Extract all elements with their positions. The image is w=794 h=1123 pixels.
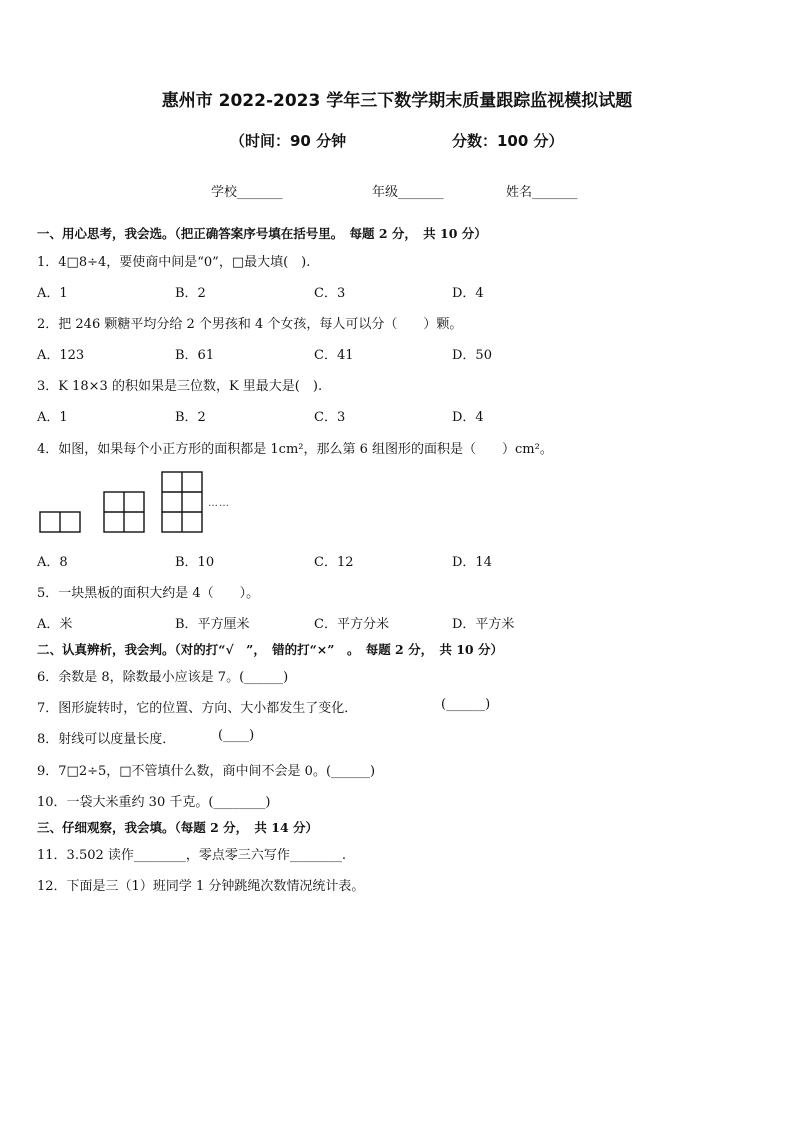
question-10: 10．一袋大米重约 30 千克。(________) (37, 795, 271, 810)
page-title: 惠州市 2022-2023 学年三下数学期末质量跟踪监视模拟试题 (161, 91, 633, 111)
q4-option-a[interactable]: A．8 (37, 555, 68, 570)
name-field[interactable]: 姓名_______ (506, 185, 578, 200)
q5-option-a[interactable]: A．米 (37, 617, 73, 632)
q7-answer-blank[interactable]: (______) (441, 697, 491, 712)
question-5: 5．一块黑板的面积大约是 4（ ）。 (37, 586, 260, 601)
q1-option-a[interactable]: A．1 (37, 286, 68, 301)
q4-option-c[interactable]: C．12 (314, 555, 354, 570)
q2-option-c[interactable]: C．41 (314, 348, 354, 363)
q1-option-d[interactable]: D．4 (452, 286, 484, 301)
q2-option-d[interactable]: D．50 (452, 348, 492, 363)
question-3: 3．K 18×3 的积如果是三位数，K 里最大是( ). (37, 379, 323, 394)
section-1-heading: 一、用心思考，我会选。（把正确答案序号填在括号里。 每题 2 分， 共 10 分） (37, 226, 487, 241)
exam-score: 分数：100 分） (452, 132, 564, 150)
q3-option-c[interactable]: C．3 (314, 410, 346, 425)
q2-option-b[interactable]: B．61 (175, 348, 215, 363)
question-11: 11．3.502 读作________，零点零三六写作________. (37, 848, 347, 863)
question-2: 2．把 246 颗糖平均分给 2 个男孩和 4 个女孩，每人可以分（ ）颗。 (37, 317, 463, 332)
question-12: 12．下面是三（1）班同学 1 分钟跳绳次数情况统计表。 (37, 879, 365, 894)
question-9: 9．7□2÷5，□不管填什么数，商中间不会是 0。(______) (37, 764, 376, 779)
exam-time: （时间：90 分钟 (230, 132, 347, 150)
section-2-heading: 二、认真辨析，我会判。（对的打“√ ”， 错的打“×” 。 每题 2 分， 共 10 分） (37, 642, 503, 657)
q5-option-d[interactable]: D．平方米 (452, 617, 515, 632)
q1-option-c[interactable]: C．3 (314, 286, 346, 301)
question-1: 1．4□8÷4，要使商中间是“0”，□最大填( ). (37, 255, 311, 270)
question-8: 8．射线可以度量长度． (37, 732, 176, 747)
question-7: 7．图形旋转时，它的位置、方向、大小都发生了变化． (37, 701, 358, 716)
continuation-dots: …… (208, 498, 230, 509)
q5-option-c[interactable]: C．平方分米 (314, 617, 389, 632)
q2-option-a[interactable]: A．123 (37, 348, 85, 363)
q3-option-a[interactable]: A．1 (37, 410, 68, 425)
school-field[interactable]: 学校_______ (211, 185, 283, 200)
q1-option-b[interactable]: B．2 (175, 286, 206, 301)
q8-answer-blank[interactable]: (____) (218, 728, 255, 743)
q4-option-d[interactable]: D．14 (452, 555, 492, 570)
question-4: 4．如图，如果每个小正方形的面积都是 1cm²，那么第 6 组图形的面积是（ ）cm²。 (37, 442, 553, 457)
q3-option-b[interactable]: B．2 (175, 410, 206, 425)
section-3-heading: 三、仔细观察，我会填。（每题 2 分， 共 14 分） (37, 820, 319, 835)
grade-field[interactable]: 年级_______ (372, 185, 444, 200)
question-6: 6．余数是 8，除数最小应该是 7。(______) (37, 670, 289, 685)
q5-option-b[interactable]: B．平方厘米 (175, 617, 250, 632)
q4-option-b[interactable]: B．10 (175, 555, 215, 570)
q3-option-d[interactable]: D．4 (452, 410, 484, 425)
q4-grid-figures (38, 470, 228, 534)
